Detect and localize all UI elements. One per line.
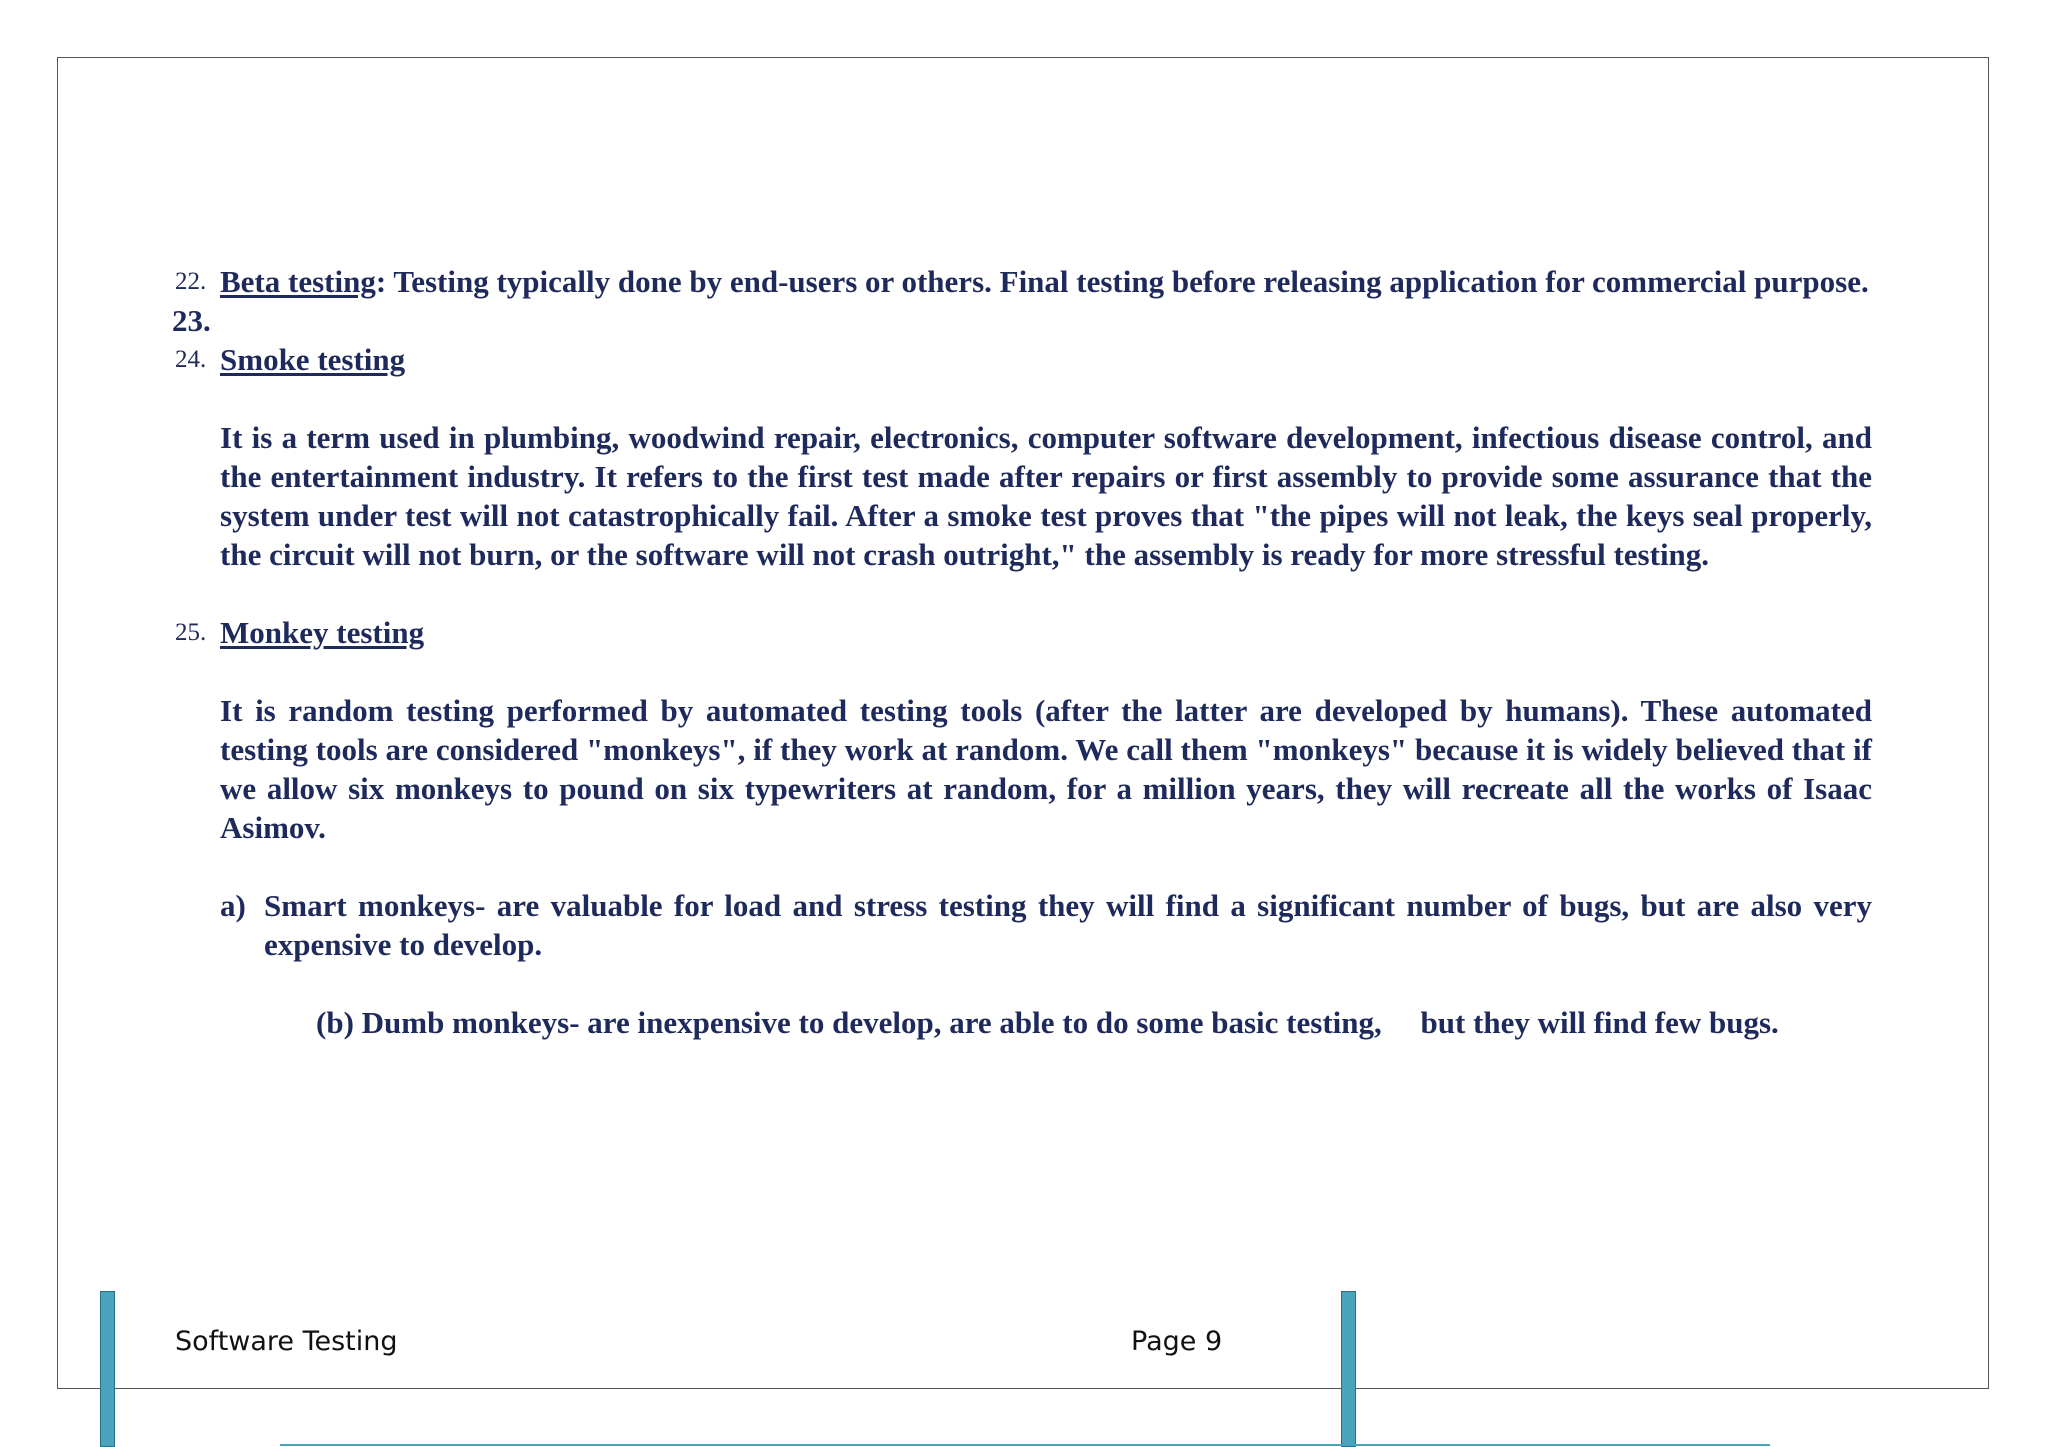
- list-number: 23.: [172, 303, 211, 338]
- footer-rule: [280, 1444, 1770, 1446]
- term-beta-testing: Beta testing: [220, 264, 376, 299]
- sub-item-dumb-monkeys: (b) Dumb monkeys- are inexpensive to develop, are able to do some basic testing, but they will find few bugs.: [316, 1005, 1779, 1040]
- list-number: 22.: [175, 268, 207, 295]
- document-body: [172, 262, 1872, 1042]
- footer-right-bar: [1341, 1291, 1356, 1447]
- footer-title: Software Testing: [175, 1326, 398, 1357]
- term-monkey-testing: Monkey testing: [220, 615, 425, 650]
- list-item-25: [172, 613, 1872, 652]
- list-item-22: [172, 262, 1872, 301]
- list-item-24: [172, 340, 1872, 379]
- smoke-testing-paragraph: It is a term used in plumbing, woodwind repair, electronics, computer software development, infectious disease control, and the entertainment industry. It refers to the first test made after repairs or first assembly to provide some assurance that the system under test will not catastrophically fail. After a smoke test proves that "the pipes will not leak, the keys seal properly, the circuit will not burn, or the software will not crash outright," the assembly is ready for more stressful testing.: [220, 420, 1872, 572]
- term-smoke-testing: Smoke testing: [220, 342, 406, 377]
- footer-page-number: Page 9: [1131, 1326, 1223, 1357]
- monkey-testing-paragraph: It is random testing performed by automated testing tools (after the latter are developed by humans). These automated testing tools are considered "monkeys", if they work at random. We call them "monkeys" because it is widely believed that if we allow six monkeys to pound on six typewriters at random, for a million years, they will recreate all the works of Isaac Asimov.: [220, 693, 1872, 845]
- sub-text: Smart monkeys- are valuable for load and stress testing they will find a significant number of bugs, but are also very expensive to develop.: [264, 888, 1872, 962]
- sub-label: a): [220, 888, 246, 923]
- list-number: 24.: [175, 346, 207, 373]
- footer-left-bar: [100, 1291, 115, 1447]
- list-number: 25.: [175, 619, 207, 646]
- list-item-23: [172, 301, 1872, 340]
- definition-text: : Testing typically done by end-users or others. Final testing before releasing application for commercial purpose.: [375, 264, 1869, 299]
- sub-item-smart-monkeys: [220, 886, 1872, 964]
